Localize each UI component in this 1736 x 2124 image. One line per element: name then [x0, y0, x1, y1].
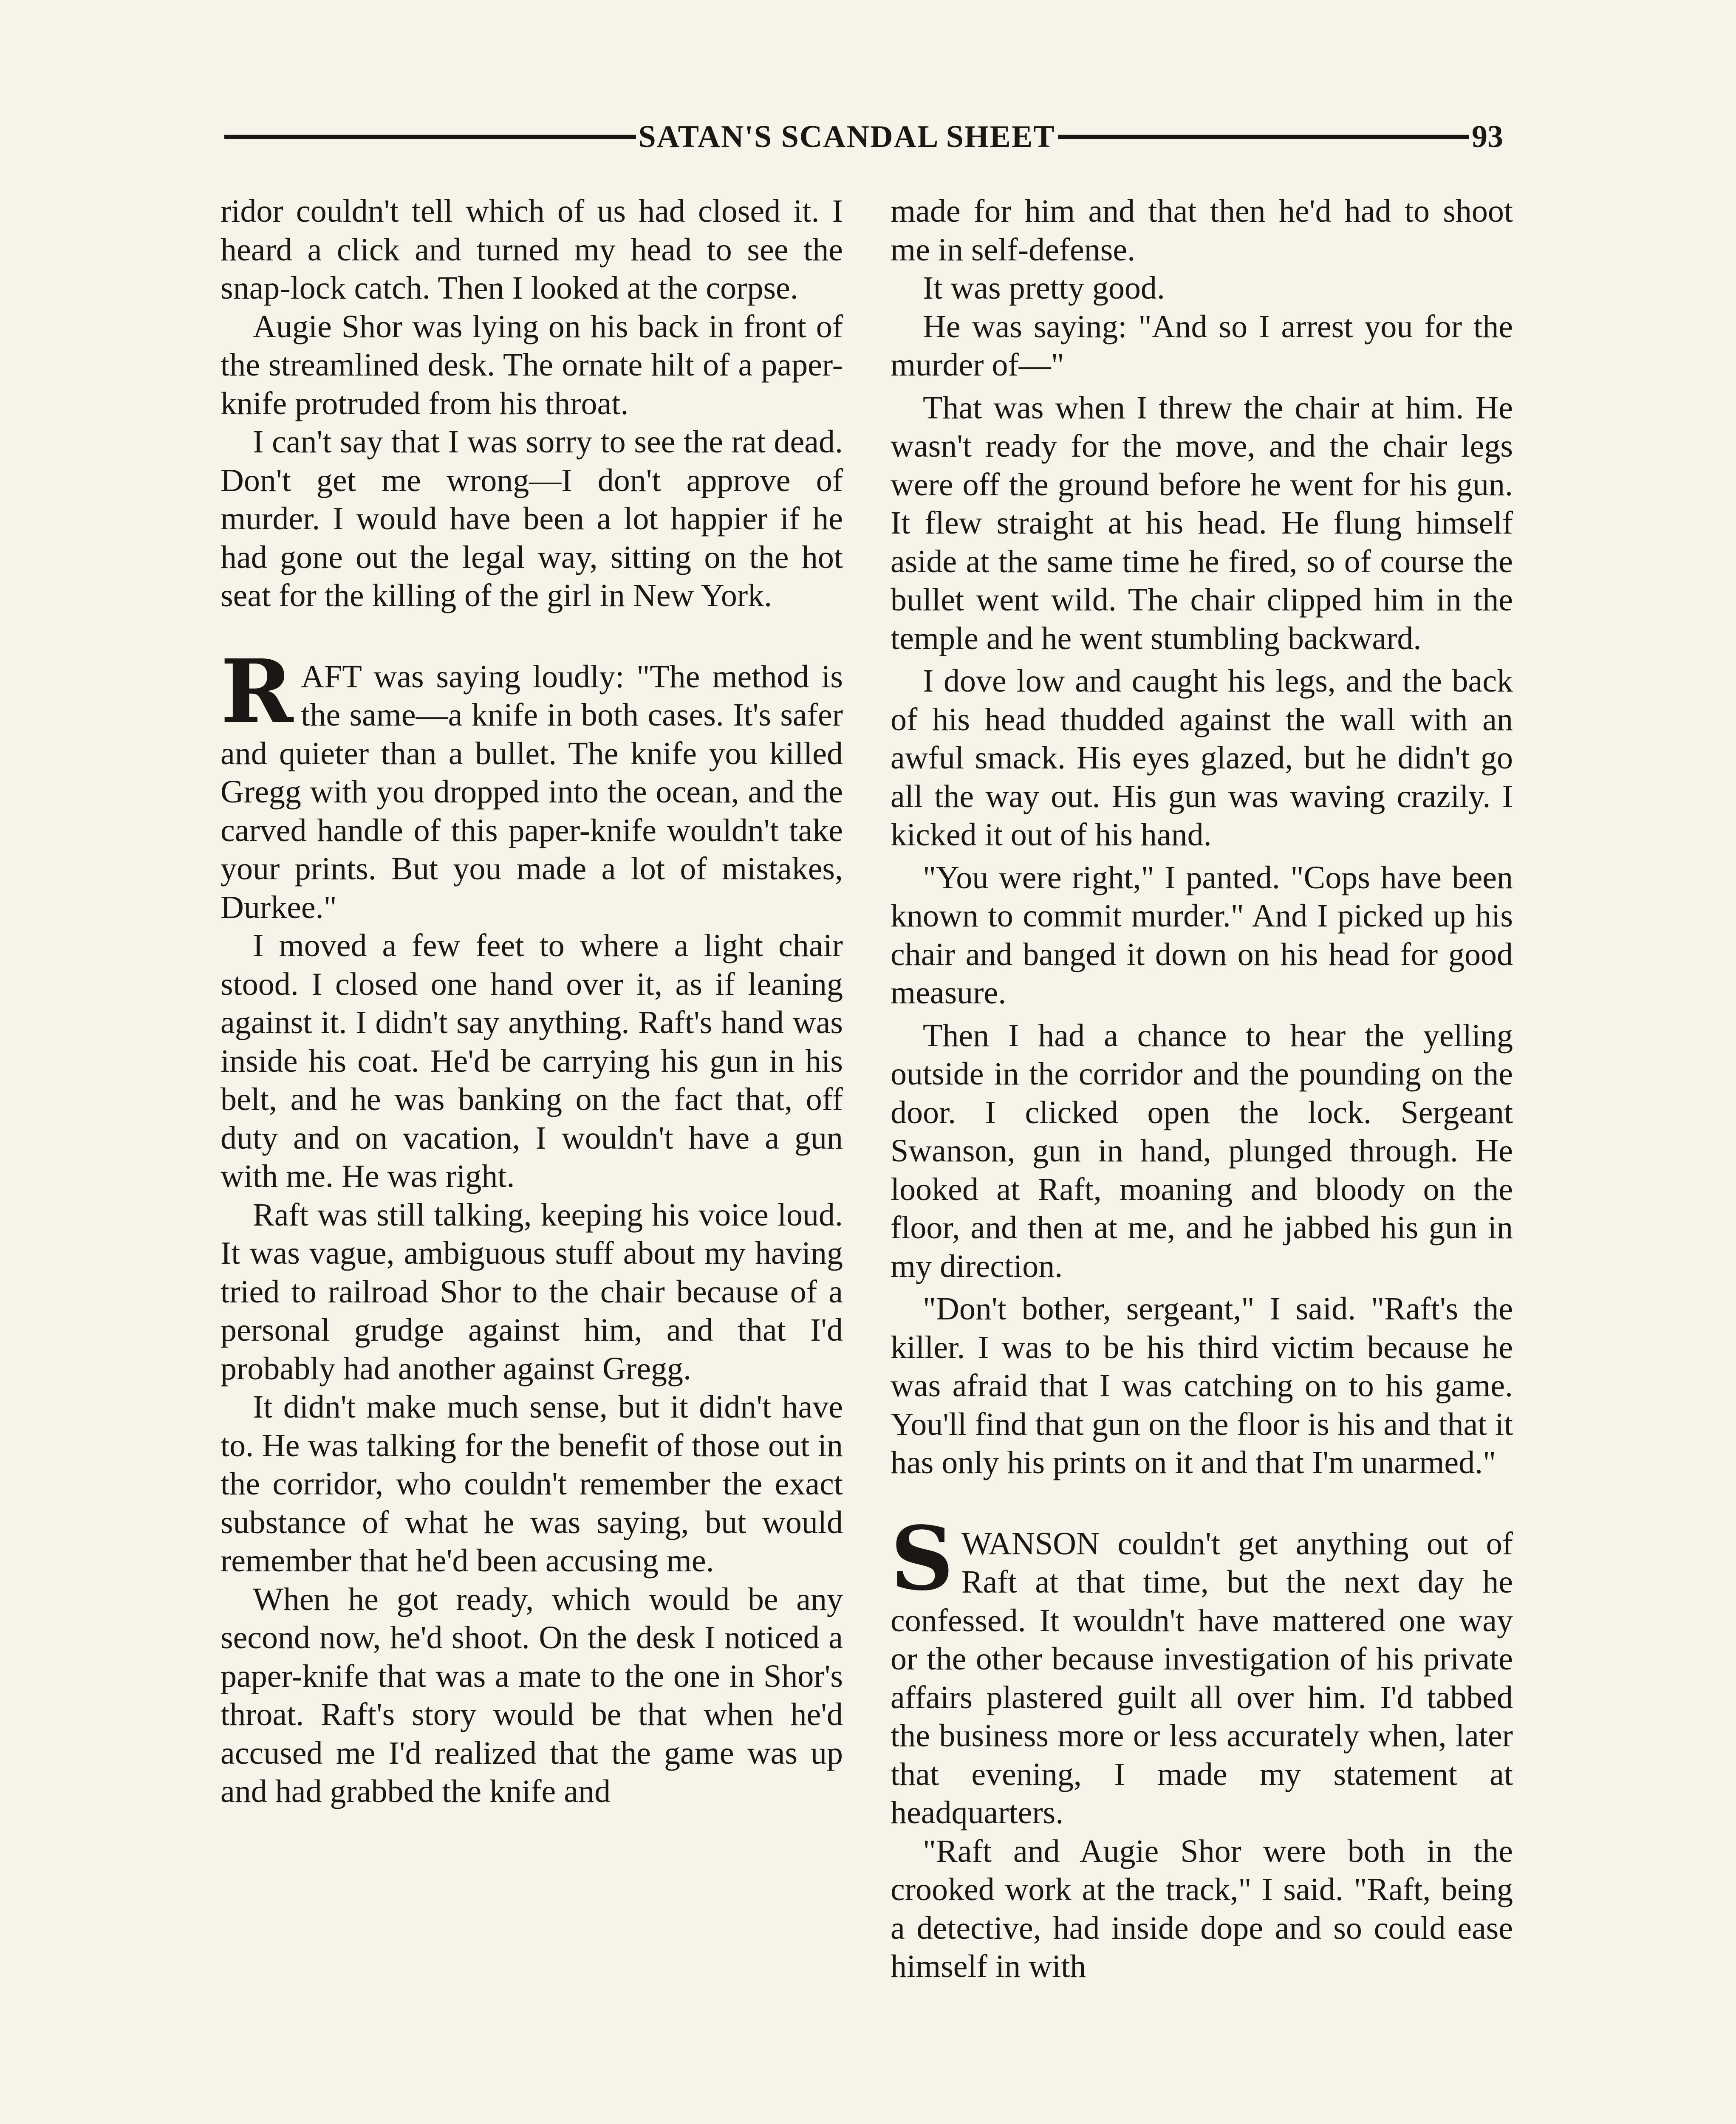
left-column — [221, 192, 843, 1811]
paragraph: I can't say that I was sorry to see the rat dead. Don't get me wrong—I don't approve of murder. I would have been a lot happier if he had gone out the legal way, sitting on the hot seat for the killing of the girl in New York. — [221, 424, 843, 613]
paragraph: He was saying: "And so I arrest you for the murder of—" — [891, 308, 1513, 383]
drop-cap: R — [221, 640, 294, 743]
running-header — [224, 111, 1503, 162]
magazine-title: SATAN'S SCANDAL SHEET — [638, 119, 1055, 154]
paragraph: I dove low and caught his legs, and the back of his head thudded against the wall with an awful smack. His eyes glazed, but he didn't go all the way out. His gun was waving crazily. I kicked it out of his hand. — [891, 663, 1513, 853]
paragraph: "Don't bother, sergeant," I said. "Raft's the killer. I was to be his third victim because he was afraid that I was catching on to his game. You'll find that gun on the floor is his and that it has only his prints on it and that I'm unarmed." — [891, 1291, 1513, 1480]
paragraph: made for him and that then he'd had to shoot me in self-defense. — [891, 193, 1513, 268]
paragraph: It didn't make much sense, but it didn't have to. He was talking for the benefit of those out in the corridor, who couldn't remember the exact substance of what he was saying, but would remember that he'd been accusing me. — [221, 1389, 843, 1579]
paragraph-text: WANSON couldn't get anything out of Raft at that time, but the next day he confessed. It wouldn't have mattered one way or the other because investigation of his private affairs plastered guilt all over him. I'd tabbed the business more or less accurately when, later that evening, I made my statement at headquarters. — [891, 1525, 1513, 1830]
header-rule-left — [224, 135, 636, 139]
paragraph-with-drop-cap — [891, 1507, 1513, 1832]
paragraph: "You were right," I panted. "Cops have been known to commit murder." And I picked up his chair and banged it down on his head for good measure. — [891, 859, 1513, 1011]
paragraph: It was pretty good. — [923, 270, 1165, 306]
header-rule-right — [1058, 135, 1470, 139]
paragraph: I moved a few feet to where a light chair stood. I closed one hand over it, as if leaning against it. I didn't say anything. Raft's hand was inside his coat. He'd be carrying his gun in his belt, and he was banking on the fact that, off duty and on vacation, I wouldn't have a gun with me. He was right. — [221, 928, 843, 1194]
page-number: 93 — [1472, 119, 1504, 154]
paragraph: That was when I threw the chair at him. He wasn't ready for the move, and the chair legs were off the ground before he went for his gun. It flew straight at his head. He flung himself aside at the same time he fired, so of course the bullet went wild. The chair clipped him in the temple and he went stumbling backward. — [891, 390, 1513, 656]
paragraph-with-drop-cap — [221, 640, 843, 927]
paragraph: When he got ready, which would be any second now, he'd shoot. On the desk I noticed a paper-knife that was a mate to the one in Shor's throat. Raft's story would be that when he'd accused me I'd realized that the game was up and had grabbed the knife and — [221, 1581, 843, 1809]
right-column — [891, 192, 1513, 1986]
paragraph: "Raft and Augie Shor were both in the crooked work at the track," I said. "Raft, being a detective, had inside dope and so could ease himself in with — [891, 1833, 1513, 1984]
paragraph: Raft was still talking, keeping his voice loud. It was vague, ambiguous stuff about my having tried to railroad Shor to the chair because of a personal grudge against him, and that I'd probably had another against Gregg. — [221, 1197, 843, 1387]
drop-cap: S — [891, 1507, 954, 1610]
paragraph: Then I had a chance to hear the yelling outside in the corridor and the pounding on the door. I clicked open the lock. Sergeant Swanson, gun in hand, plunged through. He looked at Raft, moaning and bloody on the floor, and then at me, and he jabbed his gun in my direction. — [891, 1017, 1513, 1284]
paragraph-text: AFT was saying loudly: "The method is the same—a knife in both cases. It's safer and quieter than a bullet. The knife you killed Gregg with you dropped into the ocean, and the carved handle of this paper-knife wouldn't take your prints. But you made a lot of mistakes, Durkee." — [221, 658, 843, 925]
paragraph: ridor couldn't tell which of us had closed it. I heard a click and turned my head to see the snap-lock catch. Then I looked at the corpse. — [221, 193, 843, 306]
paragraph: Augie Shor was lying on his back in front of the streamlined desk. The ornate hilt of a paper-knife protruded from his throat. — [221, 308, 843, 421]
